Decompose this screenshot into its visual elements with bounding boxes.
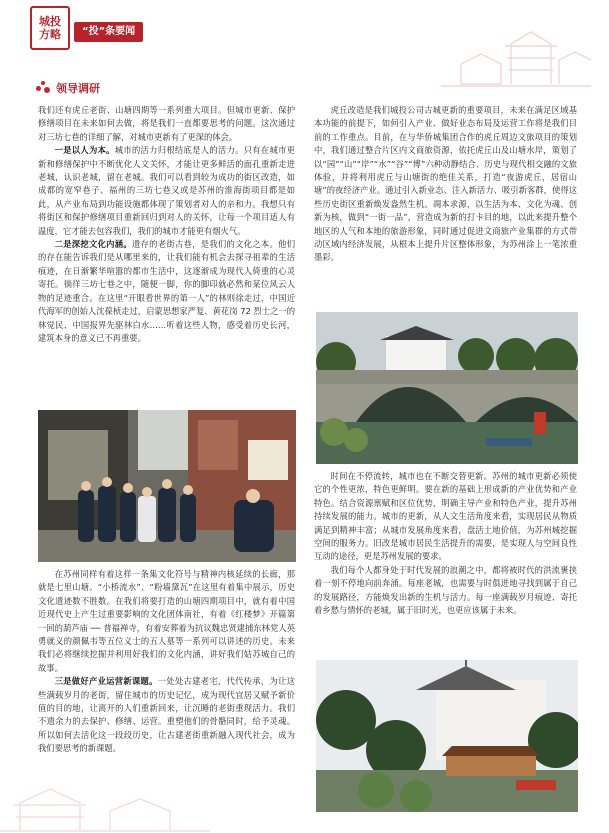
left-column-top (38, 104, 295, 345)
dots-decoration-icon (36, 81, 50, 95)
paragraph: 一是以人为本。城市的活力归根结底是人的活力。只有在城市更新和修缮保护中不断优化人文关怀，才能让更多鲜活的面孔重新走进老城，认识老城，留在老城。我们可以看到较为成功的街区改造，如成都的宽窄巷子、福州的三坊七巷又或是苏州的淮海街项目都是如此，从产业布局到功能设施都体现了策划者对人的亲和力。我想只有将街区和保护修缮项目重新回归到对人的关怀，让每一个项目适人有温度，它才能去包容我们，我们的城市才能更有烟火气。 (38, 145, 295, 236)
column-tag: “投”条要闻 (74, 22, 143, 42)
section-title: 领导调研 (56, 82, 100, 95)
paragraph: 我们每个人都身处于时代发展的浪潮之中，都将被时代的洪流裹挟着一刻不停地向前奔涌。每座老城，也需要与时俱进地寻找到属于自己的发展路径，方能焕发出新的生机与活力。每一座满载岁月痕迹、寄托着乡愁与情怀的老城，属于旧时光，也更应该属于未来。 (314, 564, 577, 616)
right-column-middle (314, 470, 577, 617)
paragraph: 虎丘改造是我们城投公司古城更新的重要项目，未来在满足区域基本功能的前提下，如何引入产业、做好业态布局及运营工作将是我们目前的工作重点。目前，在与华侨城集团合作的虎丘周边文旅项目的策划中，我们通过整合片区内文商旅资源，依托虎丘山及山塘水岸，策划了以“园”“山”“岸”“水”“谷”“博”六种动静结合、历史与现代相交融的文旅体验，并将利用虎丘与山塘街的绝佳关系，打造“夜游虎丘，居宿山塘”的夜经济产业。通过引入新业态、注入新活力、吸引新客群，使得这些历史街区重新焕发盎然生机。凋本求源，以生活为本、文化为魂、创新为核，做到“一街一品”，营造成为新的打卡目的地，以此来提升整个地区的人气和本地的旅游形象，同时通过促进文商旅产业集群的方式带动区域内经济发展，从根本上提升片区整体形象，为苏州涂上一笔浓重墨彩。 (314, 105, 577, 263)
paragraph-lead: 二是深挖文化内涵。 (54, 239, 132, 250)
stone-bridge-photo (316, 312, 578, 464)
paragraph: 时间在不停流转，城市也在不断交替更新。苏州的城市更新必须使它的个性更浓，特色更鲜明。要在新的基础上形成新的产业优势和产业特色。结合资源禀赋和区位优势，明确主导产业和特色产业，提升苏州持续发展的能力。城市的更新，从人文生活角度来看，实现居民从物质满足到精神丰富；从城市发展角度来看，盘活土地价值，为苏州城挖掘空间的服务力。旧改是城市居民生活提升的需要，是实现人与空间良性互动的途径，更是苏州发展的要求。 (314, 471, 577, 562)
paragraph-lead: 三是做好产业运营新课题。 (54, 676, 158, 687)
garden-pagoda-photo (316, 660, 578, 812)
paragraph-lead: 一是以人为本。 (54, 145, 115, 156)
paragraph: 三是做好产业运营新课题。一处处古建老宅，代代传承，为让这些满载岁月的老街，留住城市的历史记忆，成为现代宜居又赋予新价值的目的地，让离开的人们重新回来，让沉睡的老街重现活力。我们不遗余力的去保护、修缮、运营。重塑他们的骨骼同时，给予灵魂。所以如何去活化这一段段历史，让古建老街重新融入现代社会，成为我们要思考的新课题。 (38, 676, 295, 754)
logo-line-2: 方略 (39, 28, 61, 41)
pagoda-watermark-icon (441, 24, 591, 94)
left-column-bottom (38, 568, 295, 756)
logo-line-1: 城投 (39, 15, 61, 28)
paragraph: 我们还有虎丘老街、山塘四期等一系列重大项目。但城市更新、保护修缮项目在未来如何去做，将是我们一直都要思考的问题。这次通过对三坊七巷的详细了解，对城市更新有了更深的体会。 (38, 105, 295, 142)
paragraph: 二是深挖文化内涵。遗存的老街古巷，是我们的文化之本。他们的存在能告诉我们是从哪里来的，让我们能有机会去探寻祖辈的生活痕迹，在日渐繁华喧嚣的都市生活中，这逐渐成为现代人倚重的心灵寄托。徜徉三坊七巷之中，随便一脚，你的脚印就必然和某位风云人物的足迹重合。在这里“开眼看世界的第一人”的林则徐走过，中国近代海军的创始人沈葆桢走过，启蒙思想家严复、黄花岗 72 烈士之一的林觉民、中国报界先驱林白水……听着这些人物，感受着历史长河，建筑本身的意义已不再重要。 (38, 239, 295, 343)
street-visit-photo (38, 410, 296, 562)
architecture-watermark-icon (0, 773, 210, 833)
paragraph: 在苏州同样有着这样一条集文化符号与精神内核延续的长廊，那就是七里山塘。“小桥流水”、“粉墙黛瓦”在这里有着集中展示，历史文化遗迹数不胜数。在我们将要打造的山塘四期项目中，就有着中国近现代史上产生过重要影响的文化团体南社，有着《红楼梦》开篇第一回的葫芦庙 ── 普福禅寺，有着安葬着为抗议魏忠贤逮捕东林党人英勇就义的颜佩韦等五位义士的五人墓等一系列可以讲述的历史。未来我们必将继续挖掘并利用好我们的文化内涵，讲好我们姑苏城自己的故事。 (38, 569, 295, 673)
section-heading (36, 80, 100, 96)
magazine-logo (30, 6, 70, 50)
right-column-top (314, 104, 577, 265)
